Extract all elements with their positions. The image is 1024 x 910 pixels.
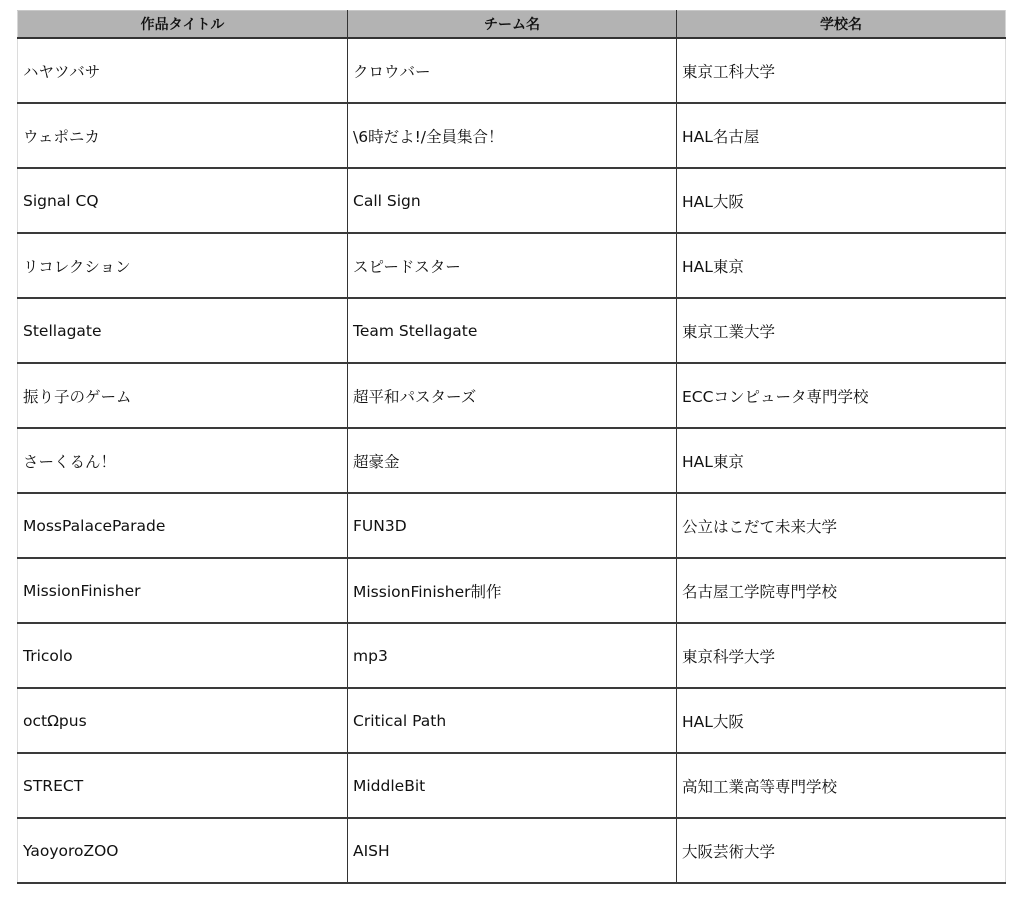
cell-team-name: mp3 xyxy=(348,623,677,688)
cell-work-title: Stellagate xyxy=(18,298,348,363)
table-row xyxy=(18,103,1006,168)
cell-work-title: さーくるん！ xyxy=(18,428,348,493)
table-row xyxy=(18,233,1006,298)
cell-work-title: octΩpus xyxy=(18,688,348,753)
table-row xyxy=(18,38,1006,103)
table-row xyxy=(18,623,1006,688)
cell-team-name: MissionFinisher制作 xyxy=(348,558,677,623)
cell-school-name: 高知工業高等専門学校 xyxy=(677,753,1006,818)
table-row xyxy=(18,818,1006,883)
cell-school-name: 東京科学大学 xyxy=(677,623,1006,688)
cell-school-name: HAL名古屋 xyxy=(677,103,1006,168)
cell-team-name: Team Stellagate xyxy=(348,298,677,363)
cell-work-title: Signal CQ xyxy=(18,168,348,233)
cell-school-name: 名古屋工学院専門学校 xyxy=(677,558,1006,623)
cell-team-name: 超平和パスターズ xyxy=(348,363,677,428)
table-row xyxy=(18,363,1006,428)
cell-school-name: HAL東京 xyxy=(677,428,1006,493)
cell-team-name: スピードスター xyxy=(348,233,677,298)
cell-work-title: MissionFinisher xyxy=(18,558,348,623)
cell-team-name: Call Sign xyxy=(348,168,677,233)
table-row xyxy=(18,493,1006,558)
cell-work-title: ウェポニカ xyxy=(18,103,348,168)
entries-table-container xyxy=(17,10,1005,884)
cell-school-name: 東京工業大学 xyxy=(677,298,1006,363)
table-body xyxy=(18,38,1006,883)
cell-work-title: YaoyoroZOO xyxy=(18,818,348,883)
cell-work-title: リコレクション xyxy=(18,233,348,298)
cell-team-name: MiddleBit xyxy=(348,753,677,818)
table-row xyxy=(18,753,1006,818)
cell-school-name: HAL大阪 xyxy=(677,688,1006,753)
table-row xyxy=(18,168,1006,233)
cell-work-title: ハヤツバサ xyxy=(18,38,348,103)
cell-team-name: AISH xyxy=(348,818,677,883)
cell-school-name: 公立はこだて未来大学 xyxy=(677,493,1006,558)
cell-work-title: 振り子のゲーム xyxy=(18,363,348,428)
header-work-title: 作品タイトル xyxy=(18,11,348,39)
header-row xyxy=(18,11,1006,39)
cell-school-name: 大阪芸術大学 xyxy=(677,818,1006,883)
cell-team-name: Critical Path xyxy=(348,688,677,753)
cell-work-title: Tricolo xyxy=(18,623,348,688)
cell-team-name: 超豪金 xyxy=(348,428,677,493)
cell-team-name: \6時だよ!/全員集合！ xyxy=(348,103,677,168)
cell-work-title: MossPalaceParade xyxy=(18,493,348,558)
cell-school-name: HAL大阪 xyxy=(677,168,1006,233)
table-row xyxy=(18,688,1006,753)
table-row xyxy=(18,298,1006,363)
cell-school-name: HAL東京 xyxy=(677,233,1006,298)
table-row xyxy=(18,428,1006,493)
cell-work-title: STRECT xyxy=(18,753,348,818)
header-team-name: チーム名 xyxy=(348,11,677,39)
cell-school-name: ECCコンピュータ専門学校 xyxy=(677,363,1006,428)
cell-team-name: クロウバー xyxy=(348,38,677,103)
table-header xyxy=(18,11,1006,39)
table-row xyxy=(18,558,1006,623)
cell-school-name: 東京工科大学 xyxy=(677,38,1006,103)
cell-team-name: FUN3D xyxy=(348,493,677,558)
entries-table xyxy=(17,10,1006,884)
header-school-name: 学校名 xyxy=(677,11,1006,39)
